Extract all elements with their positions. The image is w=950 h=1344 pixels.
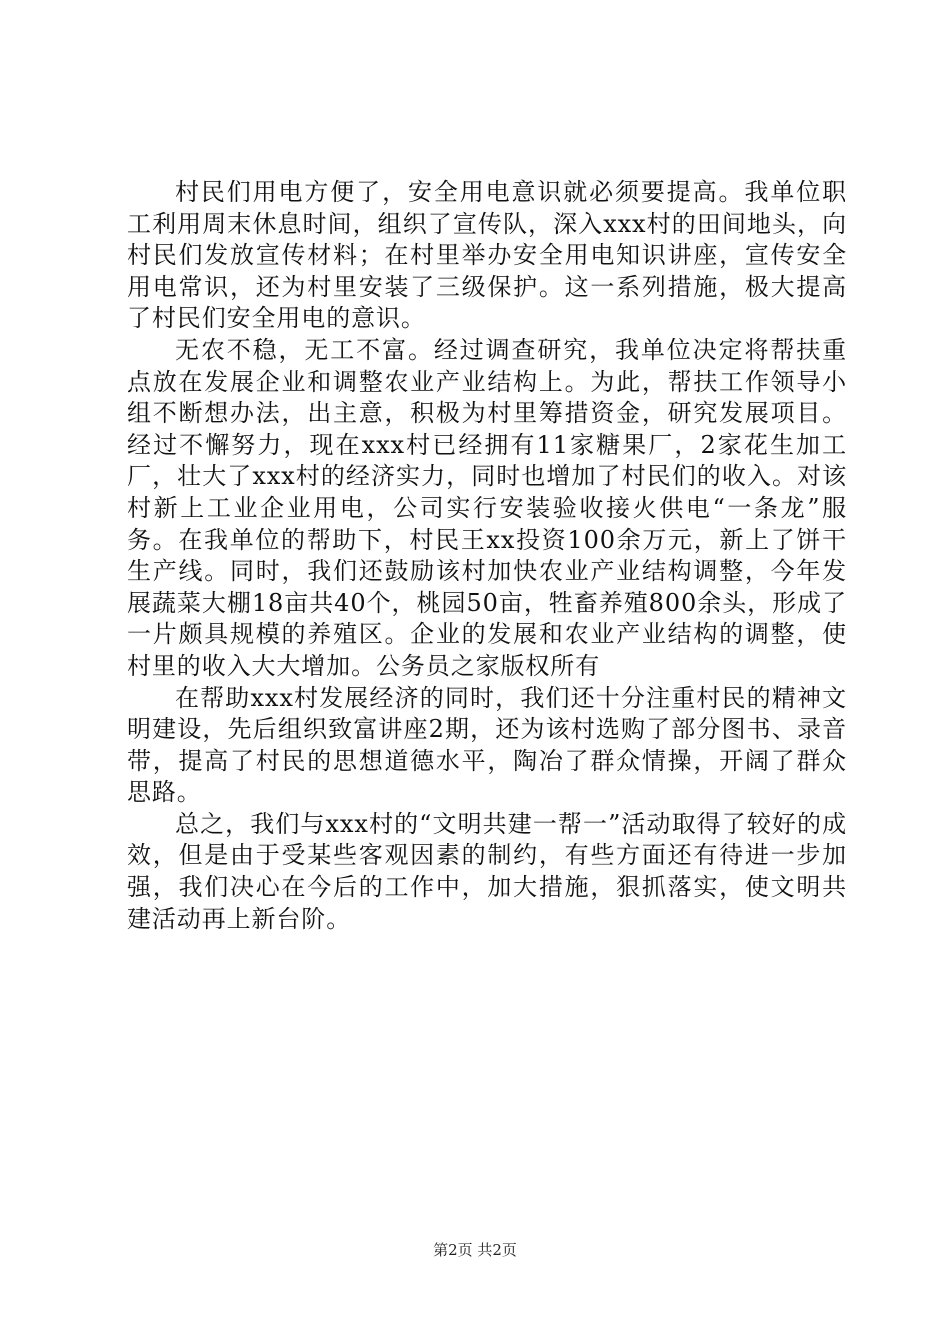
paragraph-industry-support: 无农不稳，无工不富。经过调查研究，我单位决定将帮扶重点放在发展企业和调整农业产业结构上。为此，帮扶工作领导小组不断想办法，出主意，积极为村里筹措资金，研究发展项目。经过不懈努力，现在xxx村已经拥有11家糖果厂，2家花生加工厂，壮大了xxx村的经济实力，同时也增加了村民们的收入。对该村新上工业企业用电，公司实行安装验收接火供电“一条龙”服务。在我单位的帮助下，村民王xx投资100余万元，新上了饼干生产线。同时，我们还鼓励该村加快农业产业结构调整，今年发展蔬菜大棚18亩共40个，桃园50亩，牲畜养殖800余头，形成了一片颇具规模的养殖区。企业的发展和农业产业结构的调整，使村里的收入大大增加。公务员之家版权所有 — [127, 335, 847, 680]
paragraph-conclusion: 总之，我们与xxx村的“文明共建一帮一”活动取得了较好的成效，但是由于受某些客观因素的制约，有些方面还有待进一步加强，我们决心在今后的工作中，加大措施，狠抓落实，使文明共建活动再上新台阶。 — [127, 809, 847, 933]
paragraph-electricity-safety: 村民们用电方便了，安全用电意识就必须要提高。我单位职工利用周末休息时间，组织了宣传队，深入xxx村的田间地头，向村民们发放宣传材料；在村里举办安全用电知识讲座，宣传安全用电常识，还为村里安装了三级保护。这一系列措施，极大提高了村民们安全用电的意识。 — [127, 178, 847, 333]
page-number-footer: 第2页 共2页 — [433, 1241, 517, 1259]
document-body — [127, 177, 847, 935]
paragraph-spiritual-civilization: 在帮助xxx村发展经济的同时，我们还十分注重村民的精神文明建设，先后组织致富讲座2期，还为该村选购了部分图书、录音带，提高了村民的思想道德水平，陶冶了群众情操，开阔了群众思路。 — [127, 683, 847, 807]
